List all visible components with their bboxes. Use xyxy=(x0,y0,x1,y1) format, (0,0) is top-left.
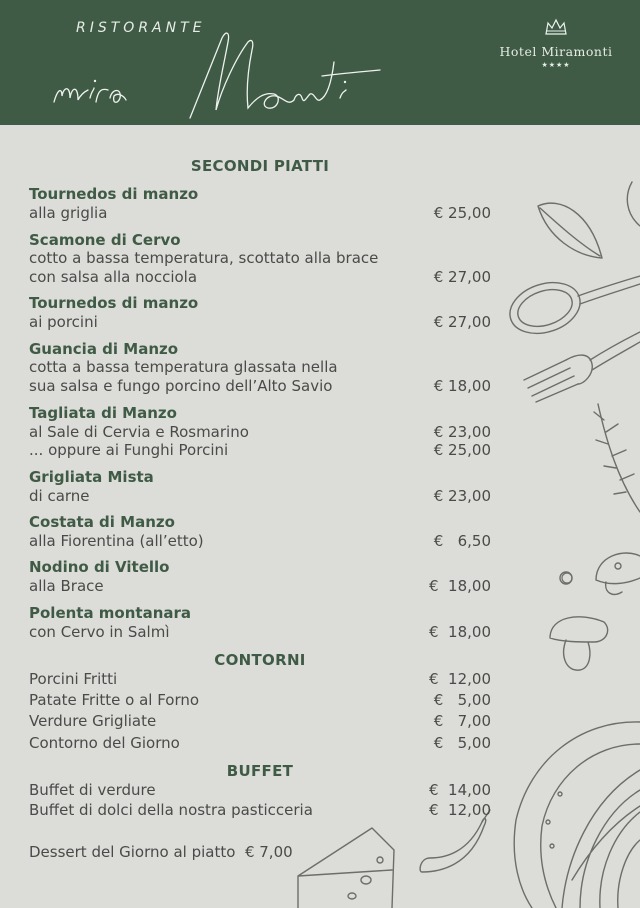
dish-description: alla griglia xyxy=(29,204,108,222)
ristorante-label: RISTORANTE xyxy=(76,20,206,36)
dish-price: € 23,00 xyxy=(433,423,491,441)
dish-name: Guancia di Manzo xyxy=(29,340,179,358)
dessert-line: Dessert del Giorno al piatto € 7,00 xyxy=(29,843,293,861)
dish-description: cotto a bassa temperatura, scottato alla brace xyxy=(29,249,379,267)
dish-price: € 25,00 xyxy=(433,441,491,459)
dish-name: Nodino di Vitello xyxy=(29,558,170,576)
cheese-illustration xyxy=(298,828,394,908)
hotel-name: Hotel Miramonti xyxy=(499,44,613,59)
side-dish-name: Verdure Grigliate xyxy=(29,712,157,730)
buffet-item-name: Buffet di dolci della nostra pasticceria xyxy=(29,801,313,819)
section-title-buffet: BUFFET xyxy=(226,762,294,780)
rosemary-illustration xyxy=(594,404,640,512)
side-dish-price: € 7,00 xyxy=(433,712,491,730)
dish-price: € 18,00 xyxy=(433,377,491,395)
buffet-item-price: € 14,00 xyxy=(428,781,491,799)
dish-price: € 23,00 xyxy=(433,487,491,505)
dish-description: con salsa alla nocciola xyxy=(29,268,198,286)
buffet-item-price: € 12,00 xyxy=(428,801,491,819)
dish-description: alla Fiorentina (all’etto) xyxy=(29,532,204,550)
dish-description: al Sale di Cervia e Rosmarino xyxy=(29,423,249,441)
side-dish-name: Patate Fritte o al Forno xyxy=(29,691,200,709)
side-dish-name: Contorno del Giorno xyxy=(29,734,180,752)
hotel-stars: ★★★★ xyxy=(541,61,571,69)
fork-illustration xyxy=(524,332,640,402)
dish-description: ai porcini xyxy=(29,313,98,331)
mushroom-illustration xyxy=(550,553,640,670)
side-dish-price: € 5,00 xyxy=(433,691,491,709)
dish-name: Tournedos di manzo xyxy=(29,294,199,312)
side-dish-price: € 5,00 xyxy=(433,734,491,752)
dish-price: € 27,00 xyxy=(433,268,491,286)
dish-name: Costata di Manzo xyxy=(29,513,175,531)
dish-price: € 18,00 xyxy=(428,623,491,641)
spoon-illustration xyxy=(503,274,640,342)
plate-pasta-illustration xyxy=(514,722,640,908)
chili-pepper-illustration xyxy=(420,810,490,872)
side-dish-name: Porcini Fritti xyxy=(29,670,118,688)
buffet-item-name: Buffet di verdure xyxy=(29,781,156,799)
dish-description: alla Brace xyxy=(29,577,104,595)
dish-description: sua salsa e fungo porcino dell’Alto Savio xyxy=(29,377,333,395)
dish-price: € 6,50 xyxy=(433,532,491,550)
dish-name: Grigliata Mista xyxy=(29,468,154,486)
dish-description: cotta a bassa temperatura glassata nella xyxy=(29,358,338,376)
section-title-secondi: SECONDI PIATTI xyxy=(190,157,330,175)
dish-name: Tournedos di manzo xyxy=(29,185,199,203)
leaf-illustration xyxy=(538,203,602,258)
dish-price: € 27,00 xyxy=(433,313,491,331)
dish-name: Scamone di Cervo xyxy=(29,231,181,249)
dish-name: Tagliata di Manzo xyxy=(29,404,177,422)
side-dish-price: € 12,00 xyxy=(428,670,491,688)
dish-description: di carne xyxy=(29,487,90,505)
dish-description: con Cervo in Salmì xyxy=(29,623,170,641)
dish-name: Polenta montanara xyxy=(29,604,192,622)
dish-price: € 25,00 xyxy=(433,204,491,222)
section-title-contorni: CONTORNI xyxy=(214,651,306,669)
dish-price: € 18,00 xyxy=(428,577,491,595)
dish-description: ... oppure ai Funghi Porcini xyxy=(29,441,229,459)
